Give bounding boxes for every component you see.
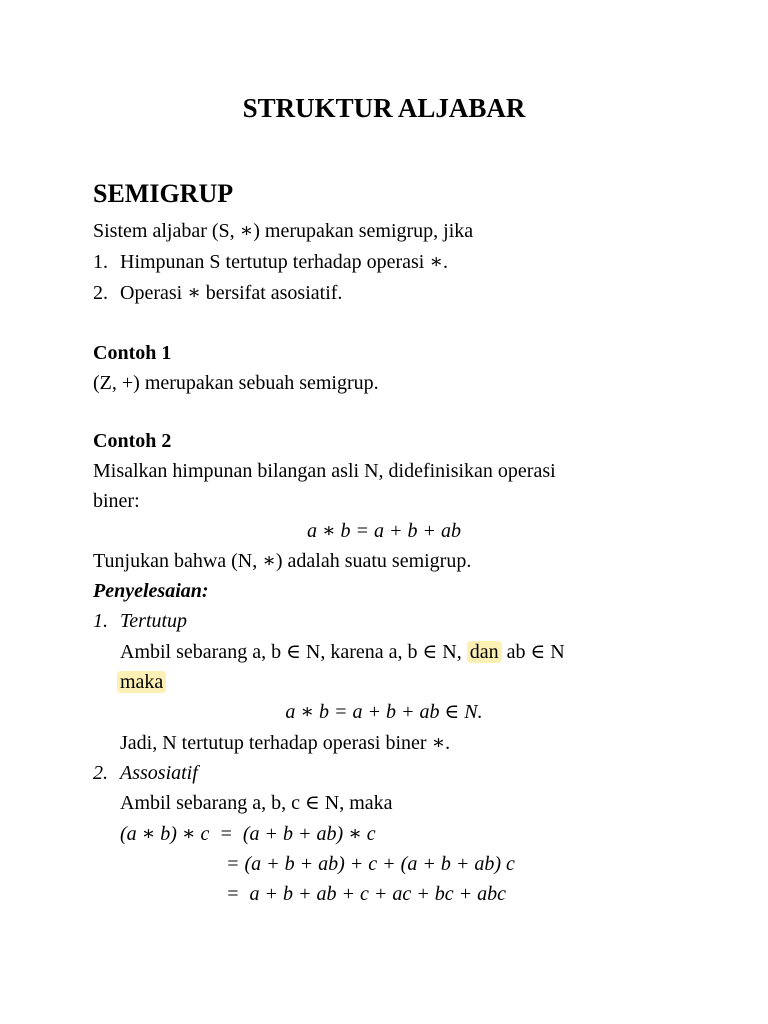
definition-intro: Sistem aljabar (S, ∗) merupakan semigrup, jika	[93, 220, 474, 242]
highlight-maka: maka	[117, 671, 166, 693]
item-number: 2.	[93, 762, 108, 784]
associative-line: Ambil sebarang a, b, c ∈ N, maka	[120, 792, 393, 814]
page-title: STRUKTUR ALJABAR	[242, 93, 526, 123]
associative-title	[93, 760, 198, 786]
item-text: Tertutup	[120, 610, 188, 632]
associative-step: (a ∗ b) ∗ c = (a + b + ab) ∗ c	[120, 823, 376, 845]
definition-item	[93, 280, 342, 306]
closure-line	[120, 639, 565, 665]
item-text: Himpunan S tertutup terhadap operasi ∗.	[120, 251, 448, 273]
closure-title	[93, 608, 187, 634]
example2-heading: Contoh 2	[93, 430, 172, 452]
associative-step: = a + b + ab + c + ac + bc + abc	[226, 883, 506, 905]
item-number: 2.	[93, 282, 108, 304]
closure-conclusion: Jadi, N tertutup terhadap operasi biner ∗.	[120, 732, 451, 754]
example2-task: Tunjukan bahwa (N, ∗) adalah suatu semigrup.	[93, 550, 472, 572]
operation-formula: a ∗ b = a + b + ab	[306, 520, 462, 542]
closure-line	[117, 669, 166, 695]
definition-item	[93, 249, 448, 275]
associative-step: = (a + b + ab) + c + (a + b + ab) c	[226, 853, 515, 875]
item-number: 1.	[93, 251, 108, 273]
closure-text: ab ∈ N	[506, 641, 565, 663]
closure-text: Ambil sebarang a, b ∈ N, karena a, b ∈ N,	[120, 641, 462, 663]
item-text: Operasi ∗ bersifat asosiatif.	[120, 282, 343, 304]
solution-heading: Penyelesaian:	[93, 580, 209, 602]
item-number: 1.	[93, 610, 108, 632]
closure-formula: a ∗ b = a + b + ab ∈ N.	[285, 701, 483, 723]
example1-text: (Z, +) merupakan sebuah semigrup.	[93, 372, 379, 394]
section-heading: SEMIGRUP	[93, 179, 234, 208]
example2-line: biner:	[93, 490, 140, 512]
item-text: Assosiatif	[120, 762, 198, 784]
example2-line: Misalkan himpunan bilangan asli N, didefinisikan operasi	[93, 460, 556, 482]
example1-heading: Contoh 1	[93, 342, 172, 364]
highlight-dan: dan	[467, 641, 502, 663]
